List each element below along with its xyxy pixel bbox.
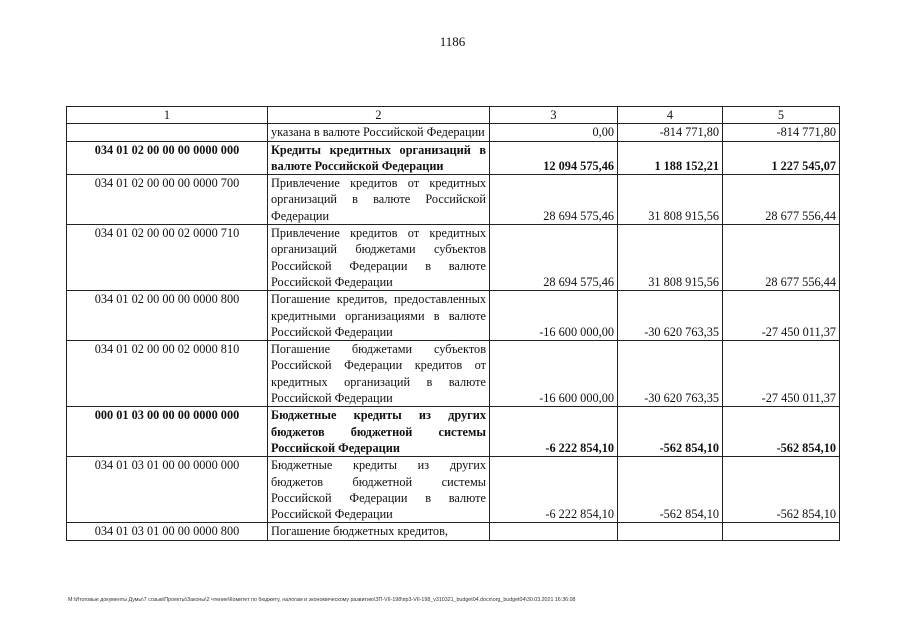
row-value-col-3 <box>490 523 618 540</box>
row-value-col-4: -814 771,80 <box>618 124 723 141</box>
row-code <box>67 124 268 141</box>
table-row <box>67 523 840 540</box>
header-col-3: 3 <box>490 107 618 124</box>
row-code: 034 01 02 00 00 00 0000 700 <box>67 175 268 225</box>
header-col-4: 4 <box>618 107 723 124</box>
header-col-5: 5 <box>723 107 840 124</box>
row-value-col-5: 28 677 556,44 <box>723 225 840 291</box>
row-value-col-5: -814 771,80 <box>723 124 840 141</box>
row-value-col-3: 28 694 575,46 <box>490 175 618 225</box>
row-code: 034 01 03 01 00 00 0000 000 <box>67 457 268 523</box>
row-value-col-4: 31 808 915,56 <box>618 225 723 291</box>
table-row <box>67 407 840 457</box>
row-code: 000 01 03 00 00 00 0000 000 <box>67 407 268 457</box>
row-value-col-3: -6 222 854,10 <box>490 407 618 457</box>
row-value-col-5: -27 450 011,37 <box>723 291 840 341</box>
row-code: 034 01 03 01 00 00 0000 800 <box>67 523 268 540</box>
row-code: 034 01 02 00 00 00 0000 000 <box>67 141 268 175</box>
row-name: Погашение бюджетами субъектов Российской Федерации кредитов от кредитных организаций в валюте Российской Федерации <box>268 341 490 407</box>
row-name: указана в валюте Российской Федерации <box>268 124 490 141</box>
row-value-col-5: -562 854,10 <box>723 457 840 523</box>
row-name: Погашение бюджетных кредитов, <box>268 523 490 540</box>
row-name: Привлечение кредитов от кредитных организаций в валюте Российской Федерации <box>268 175 490 225</box>
table-header <box>67 107 840 124</box>
row-value-col-3: 12 094 575,46 <box>490 141 618 175</box>
table-row <box>67 225 840 291</box>
row-value-col-3: -16 600 000,00 <box>490 341 618 407</box>
document-path-footer: M:\Итоговые документы Думы\7 созыв\Проекты\Законы\2 чтение\Комитет по бюджету, налогам и экономическому развитию\ЗП-VII-198\пр3-VII-198_v310321_budget04.docx\org_budget04\30.03.2021 16:36:08 <box>68 597 576 603</box>
table-body <box>67 124 840 540</box>
row-value-col-3: -16 600 000,00 <box>490 291 618 341</box>
row-code: 034 01 02 00 00 00 0000 800 <box>67 291 268 341</box>
row-value-col-4: -30 620 763,35 <box>618 291 723 341</box>
row-value-col-3: 0,00 <box>490 124 618 141</box>
row-name: Кредиты кредитных организаций в валюте Российской Федерации <box>268 141 490 175</box>
table-row <box>67 124 840 141</box>
row-name: Бюджетные кредиты из других бюджетов бюджетной системы Российской Федерации <box>268 407 490 457</box>
row-value-col-5: -562 854,10 <box>723 407 840 457</box>
row-value-col-4 <box>618 523 723 540</box>
table-row <box>67 341 840 407</box>
row-code: 034 01 02 00 00 02 0000 710 <box>67 225 268 291</box>
header-col-1: 1 <box>67 107 268 124</box>
row-value-col-4: -562 854,10 <box>618 407 723 457</box>
row-value-col-3: -6 222 854,10 <box>490 457 618 523</box>
table-row <box>67 457 840 523</box>
row-code: 034 01 02 00 00 02 0000 810 <box>67 341 268 407</box>
row-value-col-4: 31 808 915,56 <box>618 175 723 225</box>
page-number: 1186 <box>439 34 466 49</box>
row-value-col-3: 28 694 575,46 <box>490 225 618 291</box>
row-value-col-5: 1 227 545,07 <box>723 141 840 175</box>
row-value-col-5: -27 450 011,37 <box>723 341 840 407</box>
budget-table <box>66 106 840 541</box>
table-row <box>67 291 840 341</box>
row-value-col-4: 1 188 152,21 <box>618 141 723 175</box>
table-row <box>67 141 840 175</box>
row-value-col-4: -30 620 763,35 <box>618 341 723 407</box>
table-row <box>67 175 840 225</box>
header-col-2: 2 <box>268 107 490 124</box>
row-value-col-5 <box>723 523 840 540</box>
row-name: Бюджетные кредиты из других бюджетов бюджетной системы Российской Федерации в валюте Российской Федерации <box>268 457 490 523</box>
row-name: Погашение кредитов, предоставленных кредитными организациями в валюте Российской Федерации <box>268 291 490 341</box>
row-name: Привлечение кредитов от кредитных организаций бюджетами субъектов Российской Федерации в валюте Российской Федерации <box>268 225 490 291</box>
row-value-col-5: 28 677 556,44 <box>723 175 840 225</box>
row-value-col-4: -562 854,10 <box>618 457 723 523</box>
